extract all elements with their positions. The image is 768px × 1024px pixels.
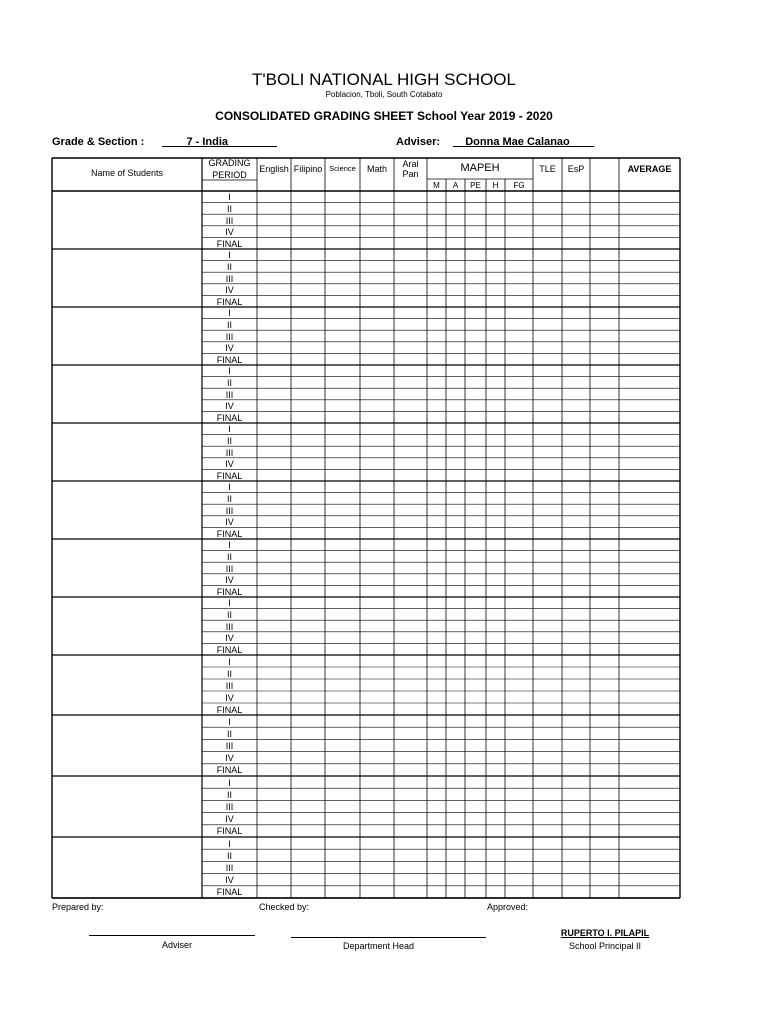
average-header: AVERAGE: [627, 164, 672, 174]
grading-period-label: II: [226, 493, 232, 504]
grading-period-label: II: [226, 850, 232, 861]
aral-pan-header-line2: Pan: [402, 169, 419, 179]
grading-period-label: IV: [225, 459, 234, 470]
grading-period-label: FINAL: [216, 887, 243, 898]
grading-period-label: I: [228, 777, 231, 788]
grading-period-label: FINAL: [216, 528, 243, 539]
grading-period-label: I: [228, 540, 231, 551]
grading-period-label: II: [226, 728, 232, 739]
checked-by-label: Checked by:: [259, 902, 310, 912]
grading-period-label: II: [226, 668, 232, 679]
grading-header-line1: GRADING: [208, 158, 251, 168]
grading-period-label: FINAL: [216, 826, 243, 837]
grading-period-label: II: [226, 377, 232, 388]
tle-header: TLE: [539, 164, 556, 174]
grading-period-label: II: [226, 261, 232, 272]
grading-period-label: IV: [225, 575, 234, 586]
grading-period-label: II: [226, 435, 232, 446]
grading-period-label: III: [225, 389, 234, 400]
name-of-students-header: Name of Students: [90, 168, 164, 178]
grading-period-label: III: [225, 563, 234, 574]
grade-section-label: Grade & Section :: [52, 136, 145, 148]
grading-period-label: FINAL: [216, 586, 243, 597]
grading-period-label: FINAL: [216, 412, 243, 423]
subject-header: Math: [366, 164, 387, 174]
grading-period-label: IV: [225, 753, 234, 764]
school-name: T'BOLI NATIONAL HIGH SCHOOL: [252, 70, 516, 89]
grading-period-label: I: [228, 308, 231, 319]
subject-header: English: [259, 164, 289, 174]
subject-header: Filipino: [293, 164, 323, 174]
grading-period-label: IV: [225, 285, 234, 296]
approved-label: Approved:: [487, 902, 529, 912]
adviser-value: __Donna Mae Calanao____: [453, 136, 595, 148]
grading-period-label: IV: [225, 401, 234, 412]
grading-period-label: I: [228, 424, 231, 435]
adviser-signature-line: [89, 935, 255, 936]
school-address: Poblacion, Tboli, South Cotabato: [325, 90, 443, 99]
grading-period-label: II: [226, 551, 232, 562]
grading-period-label: II: [226, 203, 232, 214]
esp-header: EsP: [567, 164, 585, 174]
grading-period-label: III: [225, 273, 234, 284]
mapeh-sub-header: M: [433, 181, 440, 190]
mapeh-sub-header: FG: [513, 181, 525, 190]
grading-period-label: III: [225, 505, 234, 516]
grade-section-value: ____7 - India________: [162, 136, 277, 148]
grading-period-label: II: [226, 789, 232, 800]
subject-header: Science: [329, 164, 356, 173]
grading-period-label: III: [225, 215, 234, 226]
adviser-label: Adviser:: [396, 136, 441, 148]
grading-period-label: IV: [225, 343, 234, 354]
grading-header-line2: PERIOD: [212, 170, 247, 180]
grading-period-label: I: [228, 598, 231, 609]
dept-head-signature-line: [291, 937, 486, 938]
grading-period-label: III: [225, 741, 234, 751]
mapeh-sub-header: A: [452, 181, 459, 190]
grading-period-label: III: [225, 621, 234, 632]
grading-period-label: III: [225, 802, 234, 812]
grading-period-label: I: [228, 366, 231, 377]
grading-period-label: III: [225, 680, 234, 691]
grading-period-label: IV: [225, 814, 234, 825]
principal-role: School Principal II: [568, 941, 642, 951]
grading-period-label: I: [228, 482, 231, 493]
grading-period-label: FINAL: [216, 296, 243, 307]
prepared-by-label: Prepared by:: [52, 902, 104, 912]
mapeh-header: MAPEH: [460, 162, 500, 174]
grading-period-label: IV: [225, 227, 234, 238]
grading-period-label: I: [228, 192, 231, 203]
grading-period-label: IV: [225, 517, 234, 528]
sheet-title: CONSOLIDATED GRADING SHEET School Year 2019 - 2020: [215, 109, 553, 123]
grading-period-label: FINAL: [216, 354, 243, 365]
grading-period-label: II: [226, 609, 232, 620]
grading-period-label: III: [225, 331, 234, 342]
grading-period-label: FINAL: [216, 238, 243, 249]
grading-period-label: IV: [225, 692, 234, 703]
grading-period-label: IV: [225, 633, 234, 644]
principal-name: RUPERTO I. PILAPIL: [560, 928, 650, 938]
grading-period-label: II: [226, 319, 232, 330]
mapeh-sub-header: H: [492, 181, 499, 190]
grading-period-label: FINAL: [216, 765, 243, 776]
grading-period-label: I: [228, 656, 231, 667]
mapeh-sub-header: PE: [470, 181, 481, 190]
dept-head-role: Department Head: [342, 941, 415, 951]
adviser-role: Adviser: [161, 940, 192, 950]
grading-period-label: FINAL: [216, 644, 243, 655]
grading-period-label: III: [225, 863, 234, 873]
grading-period-label: IV: [225, 875, 234, 886]
grading-period-label: FINAL: [216, 704, 243, 715]
grading-period-label: I: [228, 716, 231, 727]
grading-period-label: I: [228, 250, 231, 261]
grading-period-label: III: [225, 447, 234, 458]
grading-period-label: FINAL: [216, 470, 243, 481]
grading-period-label: I: [228, 838, 231, 849]
aral-pan-header-line1: Aral: [402, 159, 419, 169]
